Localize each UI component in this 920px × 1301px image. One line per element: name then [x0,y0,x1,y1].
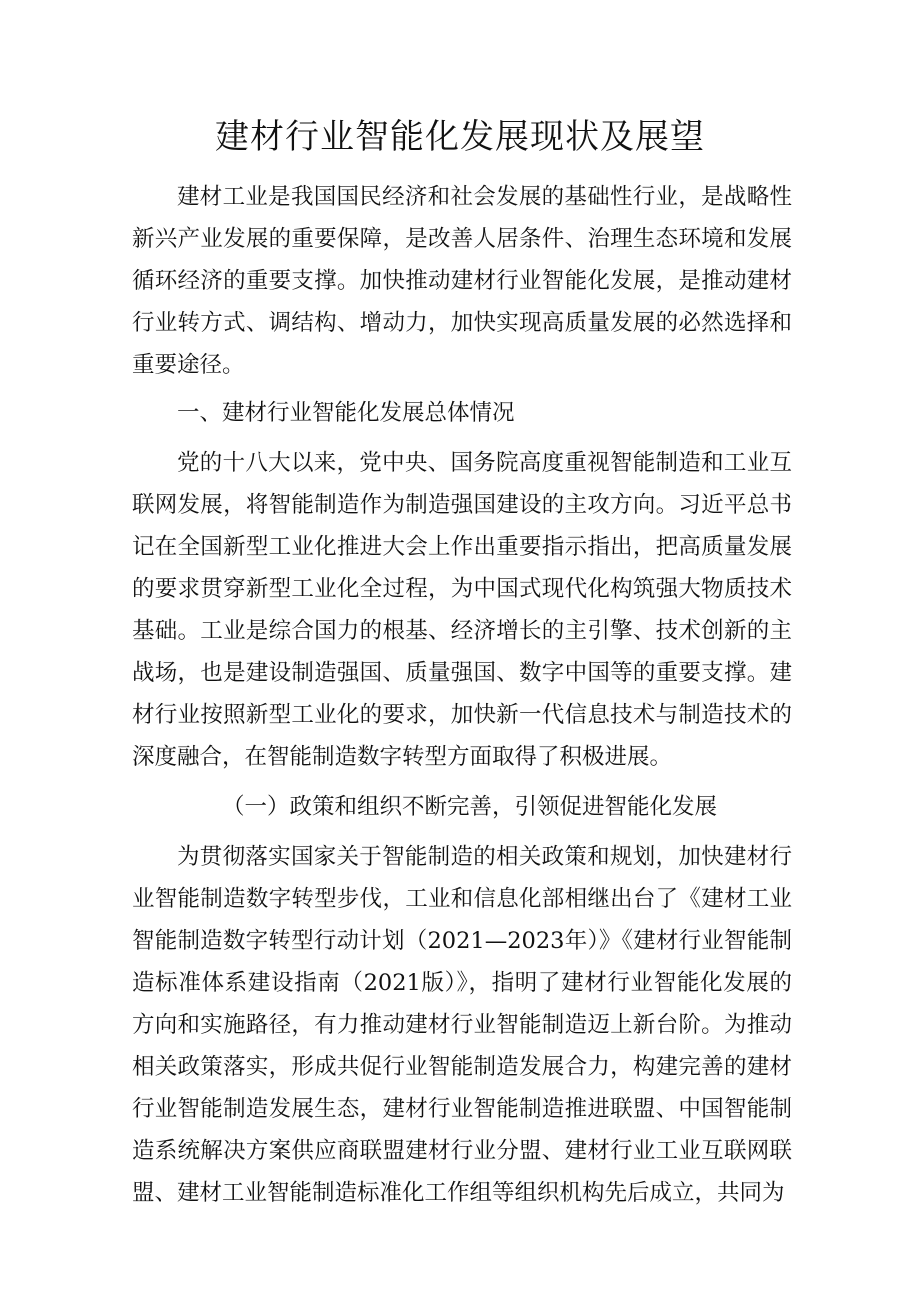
section-heading-1: 一、建材行业智能化发展总体情况 [177,400,515,426]
subsection-heading-1: （一）政策和组织不断完善，引领促进智能化发展 [222,794,718,820]
intro-paragraph: 建材工业是我国国民经济和社会发展的基础性行业，是战略性新兴产业发展的重要保障，是改善人居条件、治理生态环境和发展循环经济的重要支撑。加快推动建材行业智能化发展，是推动建材行业转方式、调结构、增动力，加快实现高质量发展的必然选择和重要途径。 [132,184,792,378]
section-1-paragraph: 党的十八大以来，党中央、国务院高度重视智能制造和工业互联网发展，将智能制造作为制造强国建设的主攻方向。习近平总书记在全国新型工业化推进大会上作出重要指示指出，把高质量发展的要求贯穿新型工业化全过程，为中国式现代化构筑强大物质技术基础。工业是综合国力的根基、经济增长的主引擎、技术创新的主战场，也是建设制造强国、质量强国、数字中国等的重要支撑。建材行业按照新型工业化的要求，加快新一代信息技术与制造技术的深度融合，在智能制造数字转型方面取得了积极进展。 [132,450,792,770]
subsection-1-paragraph: 为贯彻落实国家关于智能制造的相关政策和规划，加快建材行业智能制造数字转型步伐，工业和信息化部相继出台了《建材工业智能制造数字转型行动计划（2021—2023年）》《建材行业智能制造标准体系建设指南（2021版）》，指明了建材行业智能化发展的方向和实施路径，有力推动建材行业智能制造迈上新台阶。为推动相关政策落实，形成共促行业智能制造发展合力，构建完善的建材行业智能制造发展生态，建材行业智能制造推进联盟、中国智能制造系统解决方案供应商联盟建材行业分盟、建材行业工业互联网联盟、建材工业智能制造标准化工作组等组织机构先后成立，共同为 [132,844,792,1206]
document-title: 建材行业智能化发展现状及展望 [215,117,705,157]
document-body [132,176,792,1214]
